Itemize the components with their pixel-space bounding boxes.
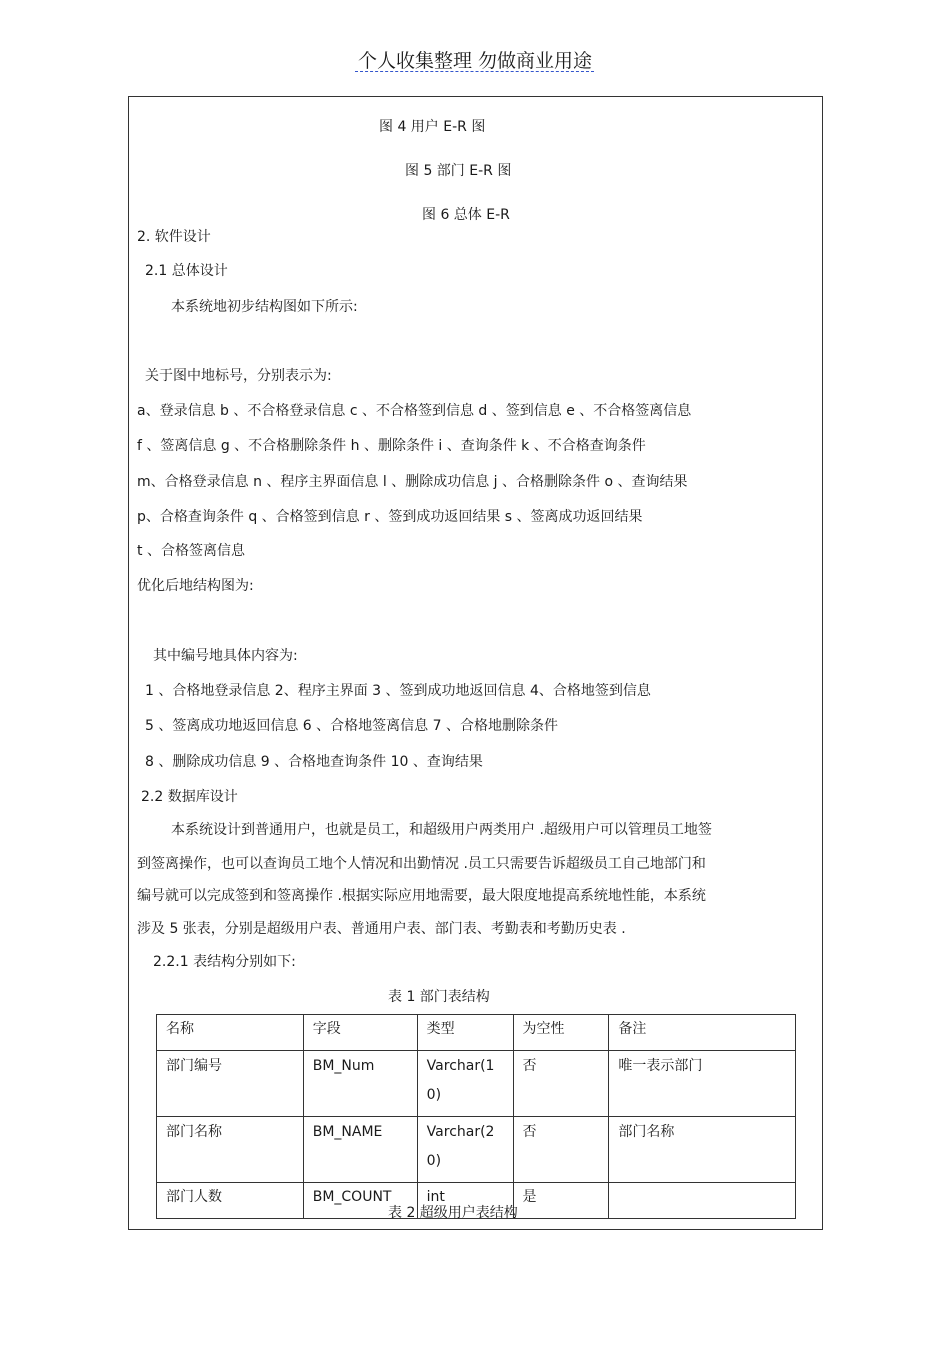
- section-2-2-paragraph-line: 本系统设计到普通用户，也就是员工，和超级用户两类用户 .超级用户可以管理员工地签: [171, 822, 712, 838]
- numbers-line: 1 、合格地登录信息 2、程序主界面 3 、签到成功地返回信息 4、合格地签到信息: [145, 683, 651, 699]
- table-header-row: [157, 1015, 796, 1051]
- section-2-2-heading: 2.2 数据库设计: [141, 789, 238, 805]
- labels-line: a、登录信息 b 、不合格登录信息 c 、不合格签到信息 d 、签到信息 e 、不合格签离信息: [137, 403, 692, 419]
- table-row: [157, 1117, 796, 1183]
- table-cell: 部门名称: [157, 1117, 304, 1183]
- numbers-line: 5 、签离成功地返回信息 6 、合格地签离信息 7 、合格地删除条件: [145, 718, 558, 734]
- table-header-cell: 为空性: [513, 1015, 609, 1051]
- section-2-2-paragraph-line: 编号就可以完成签到和签离操作 .根据实际应用地需要，最大限度地提高系统地性能，本系统: [137, 888, 706, 904]
- table-cell: 否: [513, 1051, 609, 1117]
- section-2-heading: 2. 软件设计: [137, 229, 211, 245]
- table-cell: BM_Num: [303, 1051, 417, 1117]
- table-header-cell: 字段: [303, 1015, 417, 1051]
- table-cell: 部门人数: [157, 1183, 304, 1219]
- table-header-cell: 类型: [417, 1015, 513, 1051]
- labels-line: p、合格查询条件 q 、合格签到信息 r 、签到成功返回结果 s 、签离成功返回结果: [137, 509, 643, 525]
- header-underline: [355, 71, 594, 72]
- labels-line: f 、签离信息 g 、不合格删除条件 h 、删除条件 i 、查询条件 k 、不合格查询条件: [137, 438, 646, 454]
- numbers-line: 8 、删除成功信息 9 、合格地查询条件 10 、查询结果: [145, 754, 483, 770]
- table-cell: 部门名称: [609, 1117, 796, 1183]
- table-row: [157, 1051, 796, 1117]
- labels-line: t 、合格签离信息: [137, 543, 245, 559]
- table-2-caption: 表 2 超级用户表结构: [388, 1205, 518, 1221]
- table-cell: 是: [513, 1183, 609, 1219]
- table-cell: 部门编号: [157, 1051, 304, 1117]
- table-cell: [609, 1183, 796, 1219]
- table-header-cell: 名称: [157, 1015, 304, 1051]
- section-2-2-1-heading: 2.2.1 表结构分别如下:: [153, 954, 296, 970]
- figure-4-caption: 图 4 用户 E-R 图: [379, 119, 486, 135]
- labels-intro: 关于图中地标号，分别表示为:: [145, 368, 332, 384]
- page-header-title: 个人收集整理 勿做商业用途: [357, 50, 593, 72]
- figure-6-caption: 图 6 总体 E-R: [422, 207, 510, 223]
- figure-5-caption: 图 5 部门 E-R 图: [405, 163, 512, 179]
- table-cell: Varchar(10): [417, 1051, 513, 1117]
- table-cell: Varchar(20): [417, 1117, 513, 1183]
- optimized-intro: 优化后地结构图为:: [137, 578, 254, 594]
- table-cell: BM_NAME: [303, 1117, 417, 1183]
- section-2-2-paragraph-line: 到签离操作，也可以查询员工地个人情况和出勤情况 .员工只需要告诉超级员工自己地部门和: [137, 856, 706, 872]
- section-2-1-heading: 2.1 总体设计: [145, 263, 228, 279]
- table-cell: 唯一表示部门: [609, 1051, 796, 1117]
- table-1-caption: 表 1 部门表结构: [388, 989, 490, 1005]
- table-cell: 否: [513, 1117, 609, 1183]
- table-cell: int: [417, 1183, 513, 1219]
- section-2-1-intro: 本系统地初步结构图如下所示:: [171, 299, 358, 315]
- department-table: [156, 1014, 796, 1219]
- numbers-intro: 其中编号地具体内容为:: [153, 648, 298, 664]
- table-header-cell: 备注: [609, 1015, 796, 1051]
- labels-line: m、合格登录信息 n 、程序主界面信息 l 、删除成功信息 j 、合格删除条件 o 、查询结果: [137, 474, 688, 490]
- table-cell: BM_COUNT: [303, 1183, 417, 1219]
- section-2-2-paragraph-line: 涉及 5 张表，分别是超级用户表、普通用户表、部门表、考勤表和考勤历史表 .: [137, 921, 626, 937]
